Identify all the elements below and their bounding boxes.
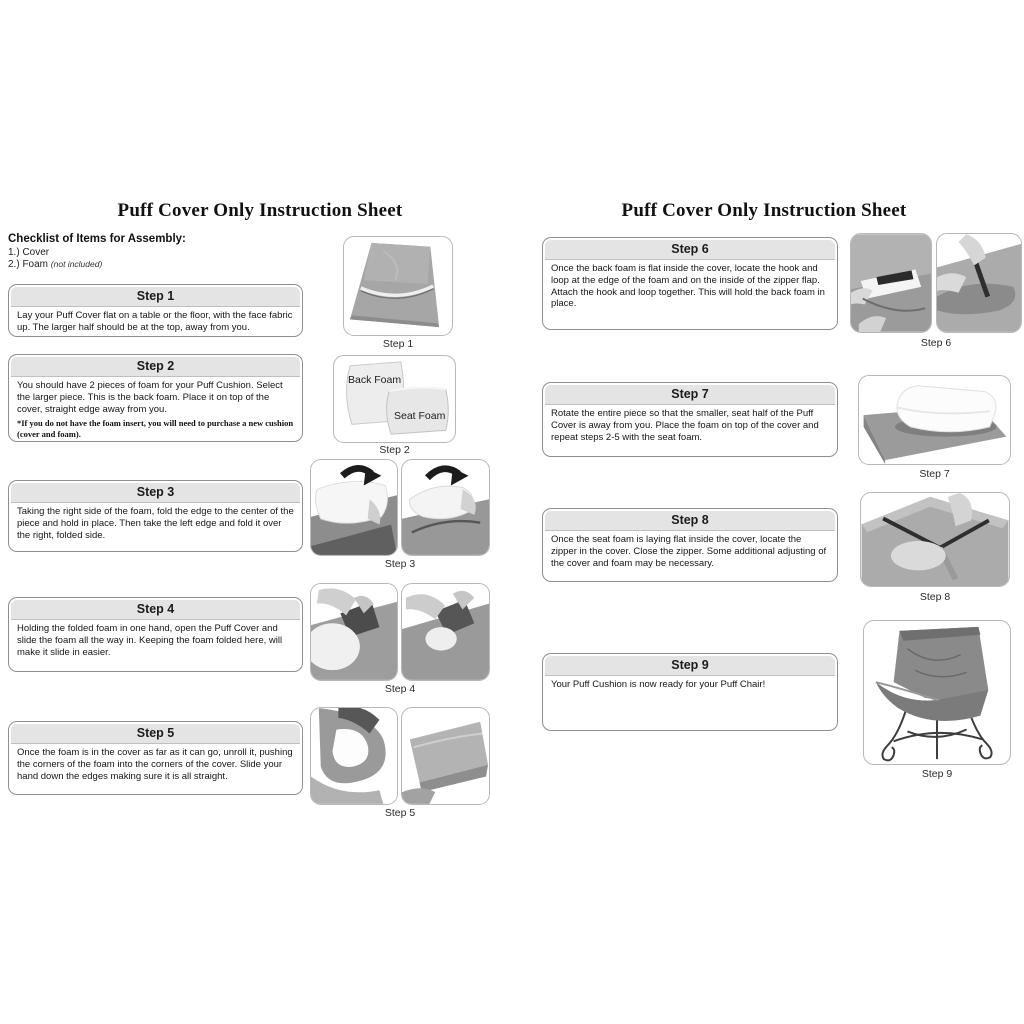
checklist-item-cover: 1.) Cover (8, 247, 50, 258)
fold-foam-illustration-2 (402, 460, 489, 555)
close-zipper-illustration (861, 493, 1009, 586)
puff-chair-illustration (864, 621, 1010, 764)
step-8-text: Once the seat foam is laying flat inside the cover, locate the zipper in the cover. Close the zipper. Some additional adjusting of the cover and foam may be necessary. (551, 534, 827, 569)
step-2-text: You should have 2 pieces of foam for your Puff Cushion. Select the larger piece. This is the back foam. Place it on top of the cover, straight edge away from you. (17, 380, 283, 415)
step-3-box (8, 480, 303, 552)
step-5-text: Once the foam is in the cover as far as it can go, unroll it, pushing the corners of the foam into the corners of the cover. Slide your hand down the edges making sure it is all straight. (17, 747, 293, 782)
checklist-heading: Checklist of Items for Assembly: (8, 233, 186, 245)
step-3-photo-1 (310, 459, 398, 556)
step-9-box (542, 653, 838, 731)
step-4-header: Step 4 (11, 600, 300, 620)
step-5-caption: Step 5 (384, 807, 416, 819)
step-4-photo-2 (401, 583, 490, 681)
back-foam-label: Back Foam (348, 374, 402, 386)
step-1-caption: Step 1 (382, 338, 414, 350)
step-6-photo-2 (936, 233, 1022, 333)
step-7-text: Rotate the entire piece so that the smaller, seat half of the Puff Cover is away from you. Place the foam on top of the cover and repeat steps 2-5 with the seat foam. (551, 408, 819, 443)
step-1-photo (343, 236, 453, 336)
step-6-box (542, 237, 838, 330)
step-2-caption: Step 2 (379, 444, 410, 456)
step-3-header: Step 3 (11, 483, 300, 503)
step-7-box (542, 382, 838, 457)
step-4-photo-1 (310, 583, 398, 681)
checklist-item-foam-note: (not included) (50, 259, 103, 269)
step-4-box (8, 597, 303, 672)
step-5-photo-1 (310, 707, 398, 805)
step-1-box (8, 284, 303, 337)
step-8-photo (860, 492, 1010, 587)
step-2-box (8, 354, 303, 442)
step-1-text: Lay your Puff Cover flat on a table or the floor, with the face fabric up. The larger half should be at the top, away from you. (17, 310, 293, 333)
step-6-text: Once the back foam is flat inside the cover, locate the hook and loop at the edge of the foam and on the inside of the zipper flap. Attach the hook and loop together. This will hold the back foam in place. (551, 263, 825, 310)
insert-foam-illustration (311, 584, 397, 680)
unroll-foam-illustration (311, 708, 397, 804)
step-6-caption: Step 6 (920, 337, 952, 349)
step-3-caption: Step 3 (384, 558, 416, 570)
left-page-title: Puff Cover Only Instruction Sheet (117, 200, 403, 221)
step-7-caption: Step 7 (919, 468, 950, 480)
step-9-caption: Step 9 (921, 768, 953, 780)
insert-foam-illustration-2 (402, 584, 489, 680)
hook-loop-illustration (851, 234, 931, 332)
seat-foam-on-cover-illustration (859, 376, 1010, 464)
step-9-text: Your Puff Cushion is now ready for your Puff Chair! (551, 679, 766, 690)
flat-cover-illustration (344, 237, 452, 335)
foam-pieces-illustration (334, 356, 455, 442)
step-8-box (542, 508, 838, 582)
step-5-box (8, 721, 303, 795)
checklist-item-foam (8, 259, 102, 270)
fold-foam-illustration (311, 460, 397, 555)
seat-foam-label: Seat Foam (394, 410, 446, 422)
hook-loop-illustration-2 (937, 234, 1021, 332)
step-4-text: Holding the folded foam in one hand, open the Puff Cover and slide the foam all the way in. Keeping the foam folded here, will make it slide in easier. (17, 623, 283, 658)
step-3-photo-2 (401, 459, 490, 556)
right-page-title: Puff Cover Only Instruction Sheet (621, 200, 907, 221)
step-7-header: Step 7 (545, 385, 835, 405)
step-2-footnote: *If you do not have the foam insert, you will need to purchase a new cushion (cover and foam). (17, 418, 294, 439)
step-5-header: Step 5 (11, 724, 300, 744)
step-2-header: Step 2 (11, 357, 300, 377)
step-6-photo-1 (850, 233, 932, 333)
flat-cushion-illustration (402, 708, 489, 804)
step-8-caption: Step 8 (919, 591, 951, 603)
step-5-photo-2 (401, 707, 490, 805)
checklist-item-foam-text: 2.) Foam (8, 259, 49, 270)
step-2-photo (333, 355, 456, 443)
step-6-header: Step 6 (545, 240, 835, 260)
step-9-header: Step 9 (545, 656, 835, 676)
step-8-header: Step 8 (545, 511, 835, 531)
step-9-photo (863, 620, 1011, 765)
step-3-text: Taking the right side of the foam, fold the edge to the center of the piece and hold in place. Then take the left edge and fold it over the right, folded side. (17, 506, 294, 541)
step-1-header: Step 1 (11, 287, 300, 307)
step-7-photo (858, 375, 1011, 465)
step-4-caption: Step 4 (384, 683, 416, 695)
